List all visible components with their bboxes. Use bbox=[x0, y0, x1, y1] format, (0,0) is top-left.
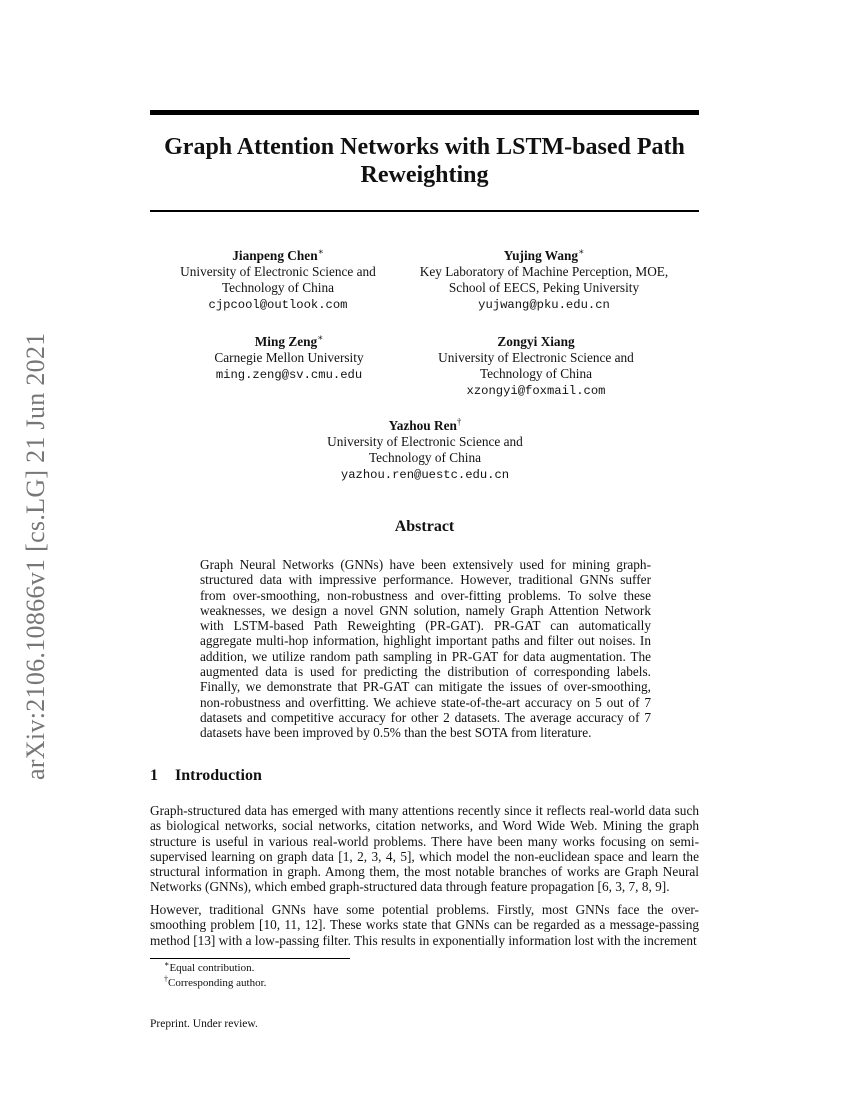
intro-paragraph: Graph-structured data has emerged with many attentions recently since it reflects real-world data such as biological networks, social networks, citation networks, and Word Wide Web. Mining the graph structure is useful in various real-world problems. There have been many works focusing on semi-supervised learning on graph data [1, 2, 3, 4, 5], which model the non-euclidean space and learn the structural information in graph. Among them, the most notable branches of works are Graph Neural Networks (GNNs), which embed graph-structured data through feature propagation [6, 3, 7, 8, 9]. bbox=[150, 803, 699, 895]
author-mark: ∗ bbox=[578, 246, 585, 257]
author-email[interactable]: xzongyi@foxmail.com bbox=[466, 384, 606, 398]
author-affiliation: Technology of China bbox=[221, 280, 335, 295]
author-affiliation: Carnegie Mellon University bbox=[214, 350, 364, 365]
author-name: Yazhou Ren bbox=[388, 418, 457, 433]
section-number: 1 bbox=[150, 767, 158, 784]
author-email[interactable]: cjpcool@outlook.com bbox=[208, 298, 348, 312]
author-name: Yujing Wang bbox=[503, 248, 579, 263]
author-affiliation: School of EECS, Peking University bbox=[448, 280, 640, 295]
abstract-text: Graph Neural Networks (GNNs) have been extensively used for mining graph-structured data with impressive performance. However, traditional GNNs suffer from over-smoothing, non-robustness and over-fitting problems. To solve these weaknesses, we design a novel GNN solution, namely Graph Attention Network with LSTM-based Path Reweighting (PR-GAT). PR-GAT can automatically aggregate multi-hop information, highlight important paths and filter out noises. In addition, we utilize random path sampling in PR-GAT for data augmentation. The augmented data is used for predicting the distribution of corresponding labels. Finally, we demonstrate that PR-GAT can mitigate the issues of over-smoothing, non-robustness and overfitting. We achieve state-of-the-art accuracy on 5 out of 7 datasets and competitive accuracy for other 2 datasets. The average accuracy of 7 datasets have been improved by 0.5% than the best SOTA from literature. bbox=[200, 557, 651, 741]
author-email[interactable]: yujwang@pku.edu.cn bbox=[478, 298, 610, 312]
author-name: Ming Zeng bbox=[254, 334, 318, 349]
author-mark: † bbox=[456, 416, 462, 427]
author-block bbox=[162, 248, 394, 313]
section-heading bbox=[150, 767, 262, 785]
footnote-mark: † bbox=[164, 974, 168, 984]
footnote-text: Corresponding author. bbox=[168, 977, 267, 989]
author-affiliation: Key Laboratory of Machine Perception, MOE, bbox=[419, 264, 669, 279]
author-mark: ∗ bbox=[317, 246, 324, 257]
author-block bbox=[305, 418, 545, 483]
footnote bbox=[164, 961, 254, 975]
author-affiliation: University of Electronic Science and bbox=[327, 434, 523, 449]
author-mark: ∗ bbox=[317, 332, 324, 343]
author-name: Jianpeng Chen bbox=[232, 248, 318, 263]
author-affiliation: Technology of China bbox=[479, 366, 593, 381]
author-affiliation: University of Electronic Science and bbox=[438, 350, 634, 365]
paper-title: Graph Attention Networks with LSTM-based Path Reweighting bbox=[164, 134, 685, 188]
footnote-mark: ∗ bbox=[164, 959, 170, 969]
author-email[interactable]: ming.zeng@sv.cmu.edu bbox=[215, 368, 363, 382]
arxiv-identifier: arXiv:2106.10866v1 [cs.LG] 21 Jun 2021 bbox=[21, 332, 50, 780]
author-name: Zongyi Xiang bbox=[497, 334, 575, 349]
author-block bbox=[398, 248, 690, 313]
author-block bbox=[180, 334, 398, 383]
title-bottom-rule bbox=[150, 210, 699, 212]
footnote bbox=[164, 976, 266, 990]
intro-paragraph: However, traditional GNNs have some potential problems. Firstly, most GNNs face the over-smoothing problem [10, 11, 12]. These works state that GNNs can be regarded as a message-passing method [13] with a low-passing filter. This results in exponentially information lost with the increment bbox=[150, 902, 699, 948]
author-affiliation: University of Electronic Science and bbox=[180, 264, 376, 279]
author-block bbox=[420, 334, 652, 399]
footnote-rule bbox=[150, 958, 350, 959]
footnote-text: Equal contribution. bbox=[169, 962, 255, 974]
preprint-note: Preprint. Under review. bbox=[150, 1018, 258, 1030]
abstract-heading: Abstract bbox=[394, 518, 455, 535]
section-title: Introduction bbox=[175, 767, 262, 784]
author-email[interactable]: yazhou.ren@uestc.edu.cn bbox=[340, 468, 510, 482]
title-top-rule bbox=[150, 110, 699, 115]
author-affiliation: Technology of China bbox=[368, 450, 482, 465]
